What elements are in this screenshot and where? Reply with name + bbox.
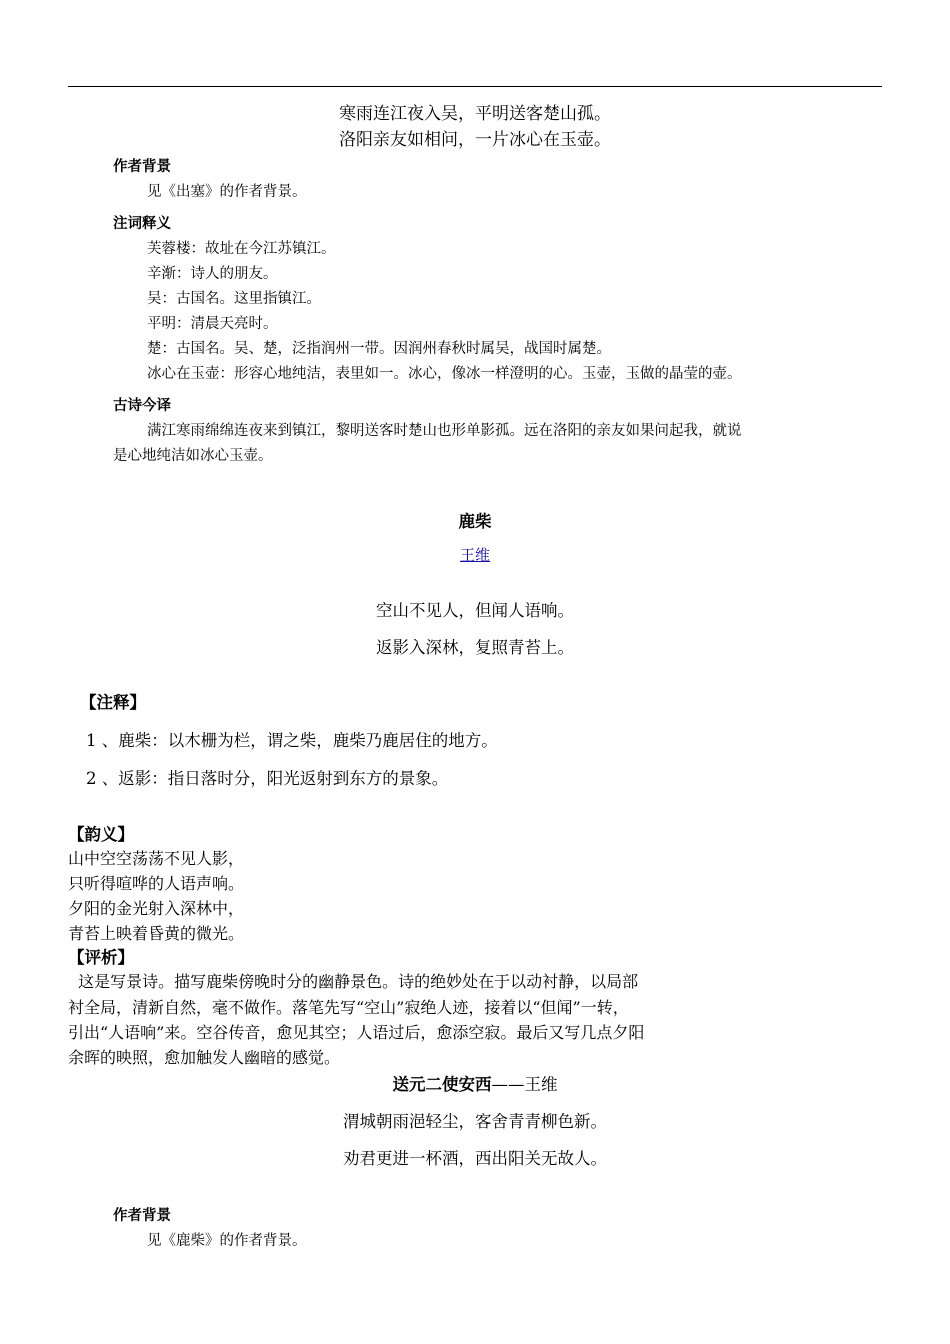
author-link[interactable]: 王维: [459, 546, 490, 564]
annotation-heading: 【注释】: [80, 693, 146, 712]
translation-heading: 古诗今译: [113, 398, 171, 414]
analysis-line: 余晖的映照，愈加触发人幽暗的感觉。: [68, 1048, 341, 1067]
note-item: 平明：清晨天亮时。: [147, 316, 278, 332]
poem3-title-main: 送元二使安西: [392, 1075, 492, 1094]
author-background-text: 见《鹿柴》的作者背景。: [147, 1233, 307, 1249]
analysis-line: 这是写景诗。描写鹿柴傍晚时分的幽静景色。诗的绝妙处在于以动衬静，以局部: [68, 972, 639, 991]
meaning-line: 夕阳的金光射入深林中，: [68, 899, 245, 918]
poem3-line-2: 劝君更进一杯酒，西出阳关无故人。: [343, 1149, 607, 1168]
translation-line: 是心地纯洁如冰心玉壶。: [113, 448, 273, 464]
poem1-line-1: 寒雨连江夜入吴，平明送客楚山孤。: [339, 104, 611, 124]
analysis-line: 衬全局，清新自然，毫不做作。落笔先写“空山”寂绝人迹，接着以“但闻”一转，: [68, 998, 629, 1017]
meaning-heading: 【韵义】: [68, 825, 134, 844]
poem3-title-author: ——王维: [491, 1075, 558, 1094]
poem-title: 鹿柴: [458, 512, 492, 531]
note-item: 芙蓉楼：故址在今江苏镇江。: [147, 241, 336, 257]
author-background-heading: 作者背景: [113, 159, 171, 175]
meaning-line: 青苔上映着昏黄的微光。: [68, 924, 245, 943]
annotation-item: 2 、返影：指日落时分，阳光返射到东方的景象。: [86, 769, 449, 788]
notes-heading: 注词释义: [113, 216, 171, 232]
translation-line: 满江寒雨绵绵连夜来到镇江，黎明送客时楚山也形单影孤。远在洛阳的亲友如果问起我，就说: [147, 423, 742, 439]
author-background-heading: 作者背景: [113, 1208, 171, 1224]
header-rule: [68, 86, 882, 87]
poem2-line-1: 空山不见人，但闻人语响。: [376, 601, 574, 620]
author-background-text: 见《出塞》的作者背景。: [147, 184, 307, 200]
note-item: 辛渐：诗人的朋友。: [147, 266, 278, 282]
poem3-line-1: 渭城朝雨浥轻尘，客舍青青柳色新。: [343, 1112, 607, 1131]
meaning-line: 只听得喧哗的人语声响。: [68, 874, 245, 893]
meaning-line: 山中空空荡荡不见人影，: [68, 849, 245, 868]
analysis-line: 引出“人语响”来。空谷传音，愈见其空；人语过后，愈添空寂。最后又写几点夕阳: [68, 1023, 645, 1042]
annotation-item: 1 、鹿柴：以木栅为栏，谓之柴，鹿柴乃鹿居住的地方。: [86, 731, 498, 750]
note-item: 吴：古国名。这里指镇江。: [147, 291, 321, 307]
poem3-title: [0, 1071, 950, 1095]
analysis-heading: 【评析】: [68, 948, 134, 967]
poem2-line-2: 返影入深林，复照青苔上。: [376, 638, 574, 657]
note-item: 冰心在玉壶：形容心地纯洁，表里如一。冰心，像冰一样澄明的心。玉壶，玉做的晶莹的壶。: [147, 366, 742, 382]
poem1-line-2: 洛阳亲友如相问，一片冰心在玉壶。: [339, 130, 611, 150]
note-item: 楚：古国名。吴、楚，泛指润州一带。因润州春秋时属吴，战国时属楚。: [147, 341, 611, 357]
